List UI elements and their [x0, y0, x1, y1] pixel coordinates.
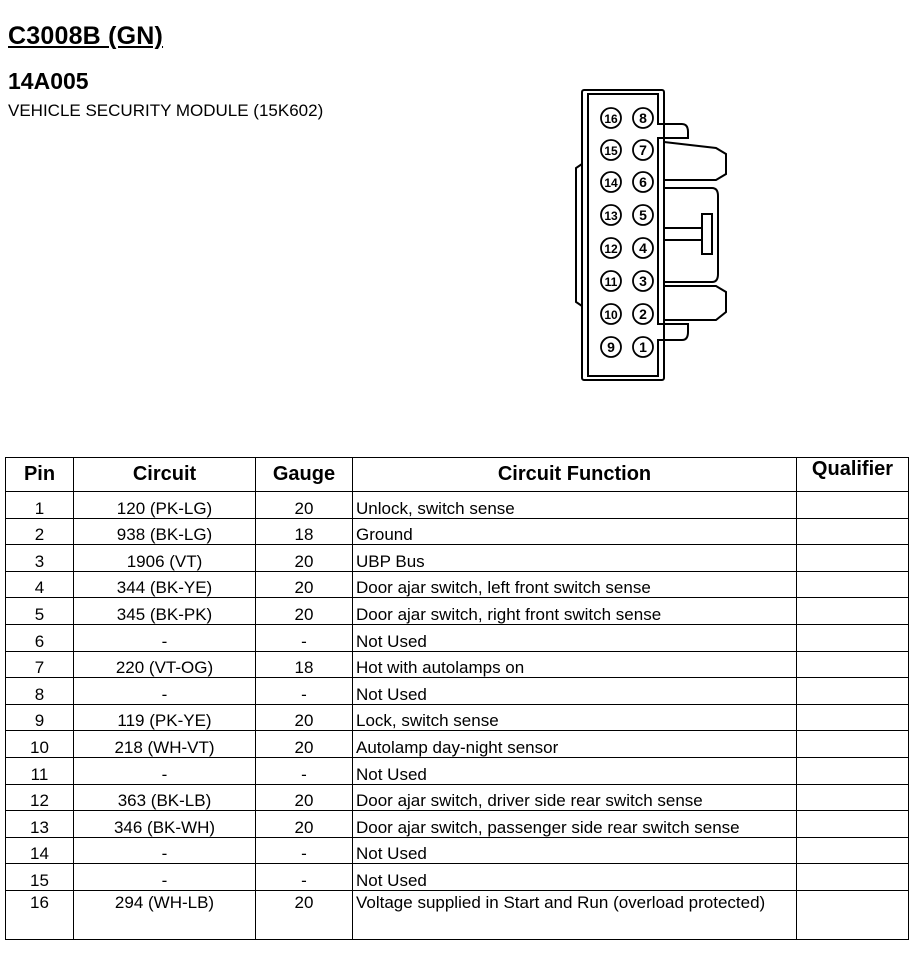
cell-circuit-function: Not Used	[353, 837, 797, 864]
pin-number-label: 13	[604, 209, 618, 223]
cell-gauge: -	[256, 864, 353, 891]
cell-qualifier	[797, 704, 909, 731]
cell-gauge: 18	[256, 518, 353, 545]
cell-circuit-function: Autolamp day-night sensor	[353, 731, 797, 758]
cell-gauge: 20	[256, 704, 353, 731]
pin-number-label: 1	[639, 339, 647, 355]
cell-circuit-function: Not Used	[353, 757, 797, 784]
cell-gauge: -	[256, 678, 353, 705]
table-row	[6, 757, 909, 784]
cell-gauge: 20	[256, 545, 353, 572]
cell-qualifier	[797, 837, 909, 864]
table-row	[6, 518, 909, 545]
table-row	[6, 784, 909, 811]
header-circuit-function: Circuit Function	[353, 458, 797, 492]
table-header-row	[6, 458, 909, 492]
cell-pin: 16	[6, 890, 74, 939]
table-row	[6, 731, 909, 758]
pin-number-label: 16	[604, 112, 618, 126]
cell-circuit-function: Not Used	[353, 624, 797, 651]
table-row	[6, 571, 909, 598]
cell-gauge: -	[256, 624, 353, 651]
pin-number-label: 8	[639, 110, 647, 126]
cell-circuit-function: Door ajar switch, passenger side rear switch sense	[353, 811, 797, 838]
cell-pin: 3	[6, 545, 74, 572]
cell-circuit-function: UBP Bus	[353, 545, 797, 572]
cell-qualifier	[797, 757, 909, 784]
table-row	[6, 890, 909, 939]
cell-qualifier	[797, 678, 909, 705]
pin-number-label: 5	[639, 207, 647, 223]
cell-pin: 14	[6, 837, 74, 864]
cell-circuit-function: Ground	[353, 518, 797, 545]
pin-number-label: 10	[604, 308, 618, 322]
table-row	[6, 651, 909, 678]
cell-circuit: -	[74, 757, 256, 784]
cell-circuit: -	[74, 678, 256, 705]
cell-circuit: 344 (BK-YE)	[74, 571, 256, 598]
connector-outline	[566, 88, 736, 384]
cell-qualifier	[797, 624, 909, 651]
cell-circuit-function: Hot with autolamps on	[353, 651, 797, 678]
pinout-table	[5, 457, 909, 940]
pin-number-label: 6	[639, 174, 647, 190]
pin-number-label: 14	[604, 176, 618, 190]
cell-pin: 13	[6, 811, 74, 838]
connector-pin-circles	[601, 108, 653, 357]
cell-circuit: 363 (BK-LB)	[74, 784, 256, 811]
cell-gauge: 20	[256, 731, 353, 758]
connector-title: C3008B (GN)	[8, 22, 164, 50]
pin-number-label: 12	[604, 242, 618, 256]
cell-circuit-function: Door ajar switch, right front switch sense	[353, 598, 797, 625]
cell-circuit-function: Not Used	[353, 864, 797, 891]
pin-number-label: 3	[639, 273, 647, 289]
cell-qualifier	[797, 651, 909, 678]
header-pin: Pin	[6, 458, 74, 492]
cell-gauge: 20	[256, 571, 353, 598]
pin-number-label: 4	[639, 240, 647, 256]
cell-pin: 8	[6, 678, 74, 705]
table-row	[6, 492, 909, 519]
table-row	[6, 704, 909, 731]
cell-qualifier	[797, 598, 909, 625]
connector-face-diagram	[566, 88, 736, 384]
table-row	[6, 811, 909, 838]
pin-number-label: 11	[604, 275, 618, 289]
cell-circuit-function: Door ajar switch, driver side rear switch sense	[353, 784, 797, 811]
cell-circuit: -	[74, 624, 256, 651]
cell-qualifier	[797, 545, 909, 572]
cell-qualifier	[797, 518, 909, 545]
cell-pin: 4	[6, 571, 74, 598]
cell-circuit: 119 (PK-YE)	[74, 704, 256, 731]
cell-gauge: 20	[256, 598, 353, 625]
table-row	[6, 837, 909, 864]
cell-qualifier	[797, 731, 909, 758]
cell-gauge: -	[256, 837, 353, 864]
header-qualifier: Qualifier	[797, 458, 909, 492]
cell-pin: 9	[6, 704, 74, 731]
cell-qualifier	[797, 811, 909, 838]
cell-circuit: 938 (BK-LG)	[74, 518, 256, 545]
cell-pin: 12	[6, 784, 74, 811]
cell-circuit: 120 (PK-LG)	[74, 492, 256, 519]
cell-gauge: 20	[256, 784, 353, 811]
cell-gauge: 20	[256, 811, 353, 838]
cell-pin: 2	[6, 518, 74, 545]
cell-qualifier	[797, 571, 909, 598]
cell-qualifier	[797, 864, 909, 891]
pin-number-label: 15	[604, 144, 618, 158]
cell-circuit: 294 (WH-LB)	[74, 890, 256, 939]
table-row	[6, 545, 909, 572]
cell-circuit: 218 (WH-VT)	[74, 731, 256, 758]
cell-pin: 7	[6, 651, 74, 678]
table-row	[6, 678, 909, 705]
cell-gauge: 20	[256, 890, 353, 939]
table-row	[6, 864, 909, 891]
module-description: VEHICLE SECURITY MODULE (15K602)	[8, 101, 324, 120]
table-row	[6, 624, 909, 651]
cell-qualifier	[797, 890, 909, 939]
cell-circuit: -	[74, 837, 256, 864]
cell-pin: 10	[6, 731, 74, 758]
cell-circuit-function: Unlock, switch sense	[353, 492, 797, 519]
header-gauge: Gauge	[256, 458, 353, 492]
cell-pin: 15	[6, 864, 74, 891]
pin-number-label: 2	[639, 306, 647, 322]
cell-circuit-function: Voltage supplied in Start and Run (overload protected)	[353, 890, 797, 939]
cell-pin: 1	[6, 492, 74, 519]
table-row	[6, 598, 909, 625]
cell-qualifier	[797, 784, 909, 811]
cell-circuit-function: Lock, switch sense	[353, 704, 797, 731]
cell-qualifier	[797, 492, 909, 519]
cell-pin: 11	[6, 757, 74, 784]
cell-gauge: -	[256, 757, 353, 784]
cell-circuit: 346 (BK-WH)	[74, 811, 256, 838]
cell-circuit: 345 (BK-PK)	[74, 598, 256, 625]
cell-circuit: -	[74, 864, 256, 891]
cell-gauge: 20	[256, 492, 353, 519]
pin-number-label: 9	[607, 339, 615, 355]
cell-pin: 5	[6, 598, 74, 625]
cell-circuit: 220 (VT-OG)	[74, 651, 256, 678]
pin-number-label: 7	[639, 142, 647, 158]
cell-circuit: 1906 (VT)	[74, 545, 256, 572]
cell-gauge: 18	[256, 651, 353, 678]
header-circuit: Circuit	[74, 458, 256, 492]
cell-circuit-function: Not Used	[353, 678, 797, 705]
cell-circuit-function: Door ajar switch, left front switch sense	[353, 571, 797, 598]
part-number: 14A005	[8, 68, 89, 94]
cell-pin: 6	[6, 624, 74, 651]
